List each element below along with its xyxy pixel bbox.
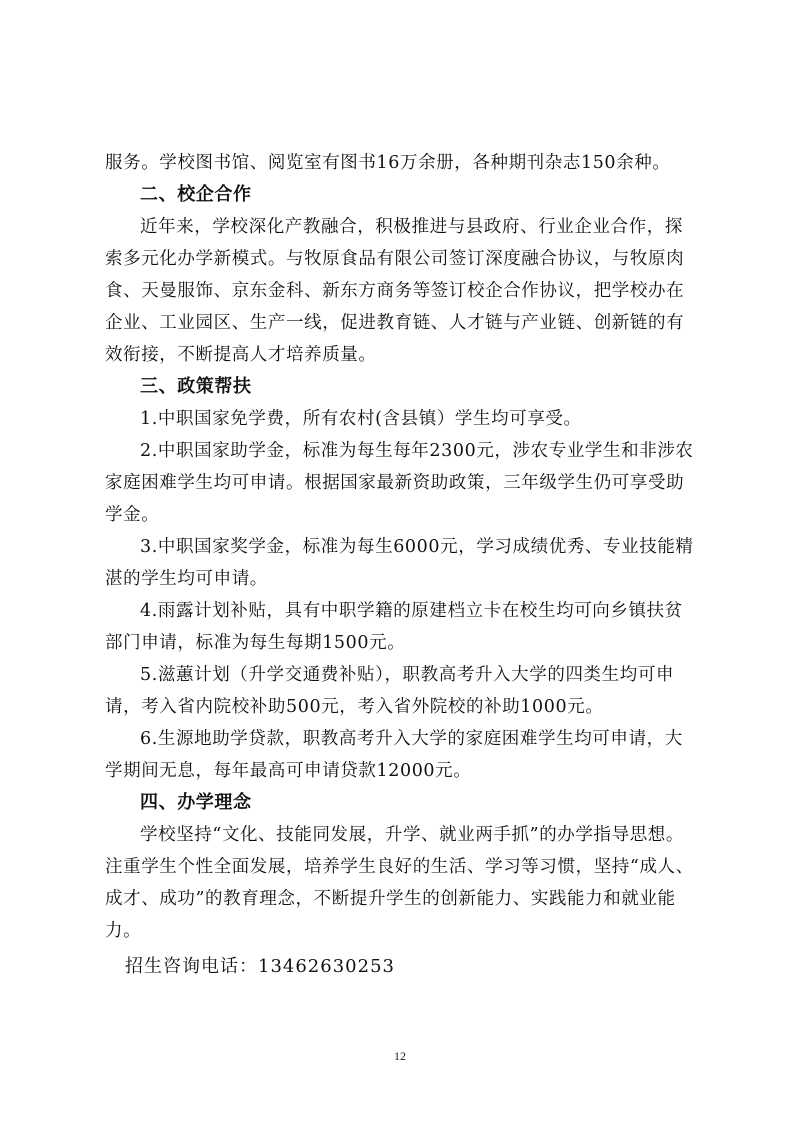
paragraph-line: 学期间无息，每年最高可申请贷款12000元。 [105,761,472,781]
paragraph-line: 部门申请，标准为每生每期1500元。 [105,633,406,653]
paragraph-line: 注重学生个性全面发展，培养学生良好的生活、学习等习惯，坚持“成人、 [105,857,694,877]
policy-item: 1.中职国家免学费，所有农村(含县镇）学生均可享受。 [140,409,582,429]
paragraph-line: 索多元化办学新模式。与牧原食品有限公司签订深度融合协议，与牧原肉 [105,249,685,269]
paragraph-line: 家庭困难学生均可申请。根据国家最新资助政策，三年级学生仍可享受助 [105,473,685,493]
paragraph-line: 服务。学校图书馆、阅览室有图书16万余册，各种期刊杂志150余种。 [105,153,671,173]
paragraph-line: 成才、成功”的教育理念，不断提升学生的创新能力、实践能力和就业能 [105,889,676,909]
paragraph-line: 近年来，学校深化产教融合，积极推进与县政府、行业企业合作，探 [140,217,683,237]
admission-phone: 招生咨询电话：13462630253 [125,956,395,977]
policy-item: 3.中职国家奖学金，标准为每生6000元，学习成绩优秀、专业技能精 [140,537,694,557]
paragraph-line: 学金。 [105,505,160,525]
paragraph-line: 企业、工业园区、生产一线，促进教育链、人才链与产业链、创新链的有 [105,313,685,333]
paragraph-line: 请，考入省内院校补助500元，考入省外院校的补助1000元。 [105,697,604,717]
paragraph-line: 力。 [105,921,142,941]
paragraph-line: 学校坚持“文化、技能同发展，升学、就业两手抓”的办学指导思想。 [140,825,684,845]
paragraph-line: 效衔接，不断提高人才培养质量。 [105,345,377,365]
policy-item: 4.雨露计划补贴，具有中职学籍的原建档立卡在校生均可向乡镇扶贫 [140,601,683,621]
paragraph-line: 食、天曼服饰、京东金科、新东方商务等签订校企合作协议，把学校办在 [105,281,685,301]
policy-item: 5.滋蕙计划（升学交通费补贴），职教高考升入大学的四类生均可申 [140,665,675,685]
section-heading-school-enterprise: 二、校企合作 [140,184,252,205]
section-heading-policy: 三、政策帮扶 [140,376,252,397]
section-heading-philosophy: 四、办学理念 [140,792,252,813]
policy-item: 6.生源地助学贷款，职教高考升入大学的家庭困难学生均可申请，大 [140,729,683,749]
policy-item: 2.中职国家助学金，标准为每生每年2300元，涉农专业学生和非涉农 [140,441,694,461]
paragraph-line: 湛的学生均可申请。 [105,569,268,589]
page-number: 12 [394,1049,406,1063]
